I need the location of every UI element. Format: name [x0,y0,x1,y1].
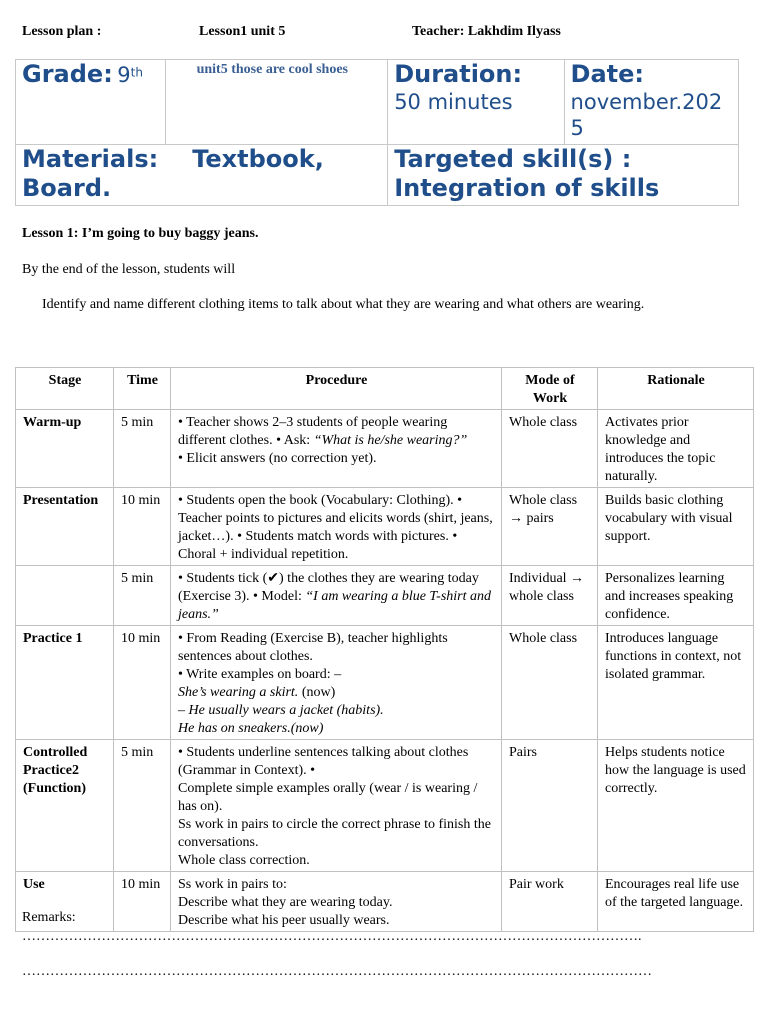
duration-label: Duration: [394,60,523,88]
objective-intro: By the end of the lesson, students will [22,262,236,277]
duration-cell [388,60,564,145]
row-time: 10 min [114,626,171,740]
row-procedure [171,566,502,626]
date-label: Date: [570,60,644,88]
lesson-label: Lesson1 unit 5 [199,24,286,39]
proc-text: • Write examples on board: – [178,667,342,682]
row-rationale: Helps students notice how the language is used correctly. [598,740,754,872]
materials-cell [16,145,388,206]
row-procedure: • Students open the book (Vocabulary: Clothing). • Teacher points to pictures and elicits words (shirt, jeans, jacket…). • Students match words with pictures. • Choral + individual repetition. [171,488,502,566]
proc-text: • Elicit answers (no correction yet). [178,451,377,466]
row-time: 10 min [114,488,171,566]
proc-text: Complete simple examples orally (wear / is wearing / has on). [178,781,478,814]
grade-value: 9 [117,63,131,87]
row-rationale: Introduces language functions in context, not isolated grammar. [598,626,754,740]
row-mode: Individual → whole class [502,566,598,626]
materials-value: Textbook, [192,145,324,173]
row-stage [16,566,114,626]
grade-cell [16,60,166,145]
date-cell [564,60,738,145]
skill-label: Targeted skill(s) : [394,145,632,173]
row-mode: Whole class → pairs [502,488,598,566]
proc-text: • Teacher shows 2–3 students of people wearing different clothes. • Ask: [178,415,448,448]
table-row [16,488,754,566]
row-stage: Warm-up [16,410,114,488]
row-rationale: Builds basic clothing vocabulary with visual support. [598,488,754,566]
remarks-line-2: ……………………………………………………………………………………………………………………… [22,964,652,979]
lesson-plan-label: Lesson plan : [22,24,102,39]
proc-italic: “What is he/she wearing?” [313,433,468,448]
row-mode: Whole class [502,626,598,740]
proc-text: (now) [298,685,336,700]
remarks-label: Remarks: [22,910,76,925]
date-value: november.2025 [570,90,723,140]
proc-text: Ss work in pairs to circle the correct phrase to finish the conversations. [178,817,491,850]
proc-italic: He has on sneakers.(now) [178,721,324,736]
duration-value: 50 minutes [394,90,513,114]
row-stage: Controlled Practice2 (Function) [16,740,114,872]
unit-cell: unit5 those are cool shoes [165,60,388,145]
row-rationale: Activates prior knowledge and introduces the topic naturally. [598,410,754,488]
remarks-line-1: ……………………………………………………………………………………………………………………. [22,929,642,944]
objective: Identify and name different clothing items to talk about what they are wearing and what others are wearing. [42,297,645,312]
table-row [16,566,754,626]
row-time: 10 min [114,872,171,932]
row-procedure [171,410,502,488]
row-mode: Pairs [502,740,598,872]
table-row [16,410,754,488]
lesson-title: Lesson 1: I’m going to buy baggy jeans. [22,226,259,241]
info-table [15,59,739,206]
teacher-label: Teacher: Lakhdim Ilyass [412,24,561,39]
grade-label: Grade: [22,60,113,88]
row-procedure [171,872,502,932]
proc-text: • Students tick (✔) the clothes they are wearing today (Exercise 3). • Model: [178,571,479,604]
col-time: Time [114,368,171,410]
row-stage: Use [16,872,114,932]
proc-italic: – He usually wears a jacket (habits). [178,703,384,718]
proc-italic: She’s wearing a skirt. [178,685,299,700]
lesson-table [15,367,754,932]
row-procedure [171,626,502,740]
row-rationale: Personalizes learning and increases speaking confidence. [598,566,754,626]
row-time: 5 min [114,740,171,872]
row-time: 5 min [114,410,171,488]
row-stage: Presentation [16,488,114,566]
row-procedure [171,740,502,872]
proc-italic: “I am wearing a blue T-shirt and jeans.” [178,589,492,622]
row-time: 5 min [114,566,171,626]
materials-label: Materials: [22,145,159,173]
row-mode: Pair work [502,872,598,932]
col-mode: Mode of Work [502,368,598,410]
proc-text: Describe what his peer usually wears. [178,913,390,928]
row-mode: Whole class [502,410,598,488]
col-stage: Stage [16,368,114,410]
col-procedure: Procedure [171,368,502,410]
proc-text: Whole class correction. [178,853,310,868]
proc-text: Describe what they are wearing today. [178,895,393,910]
materials-value-2: Board. [22,174,112,202]
col-rationale: Rationale [598,368,754,410]
table-row [16,740,754,872]
proc-text: • Students underline sentences talking about clothes (Grammar in Context). • [178,745,469,778]
skill-cell [388,145,739,206]
skill-value: Integration of skills [394,174,660,202]
table-row [16,872,754,932]
row-rationale: Encourages real life use of the targeted language. [598,872,754,932]
proc-text: • From Reading (Exercise B), teacher highlights sentences about clothes. [178,631,448,664]
row-stage: Practice 1 [16,626,114,740]
grade-sup: th [130,65,143,80]
table-row [16,626,754,740]
proc-text: Ss work in pairs to: [178,877,287,892]
